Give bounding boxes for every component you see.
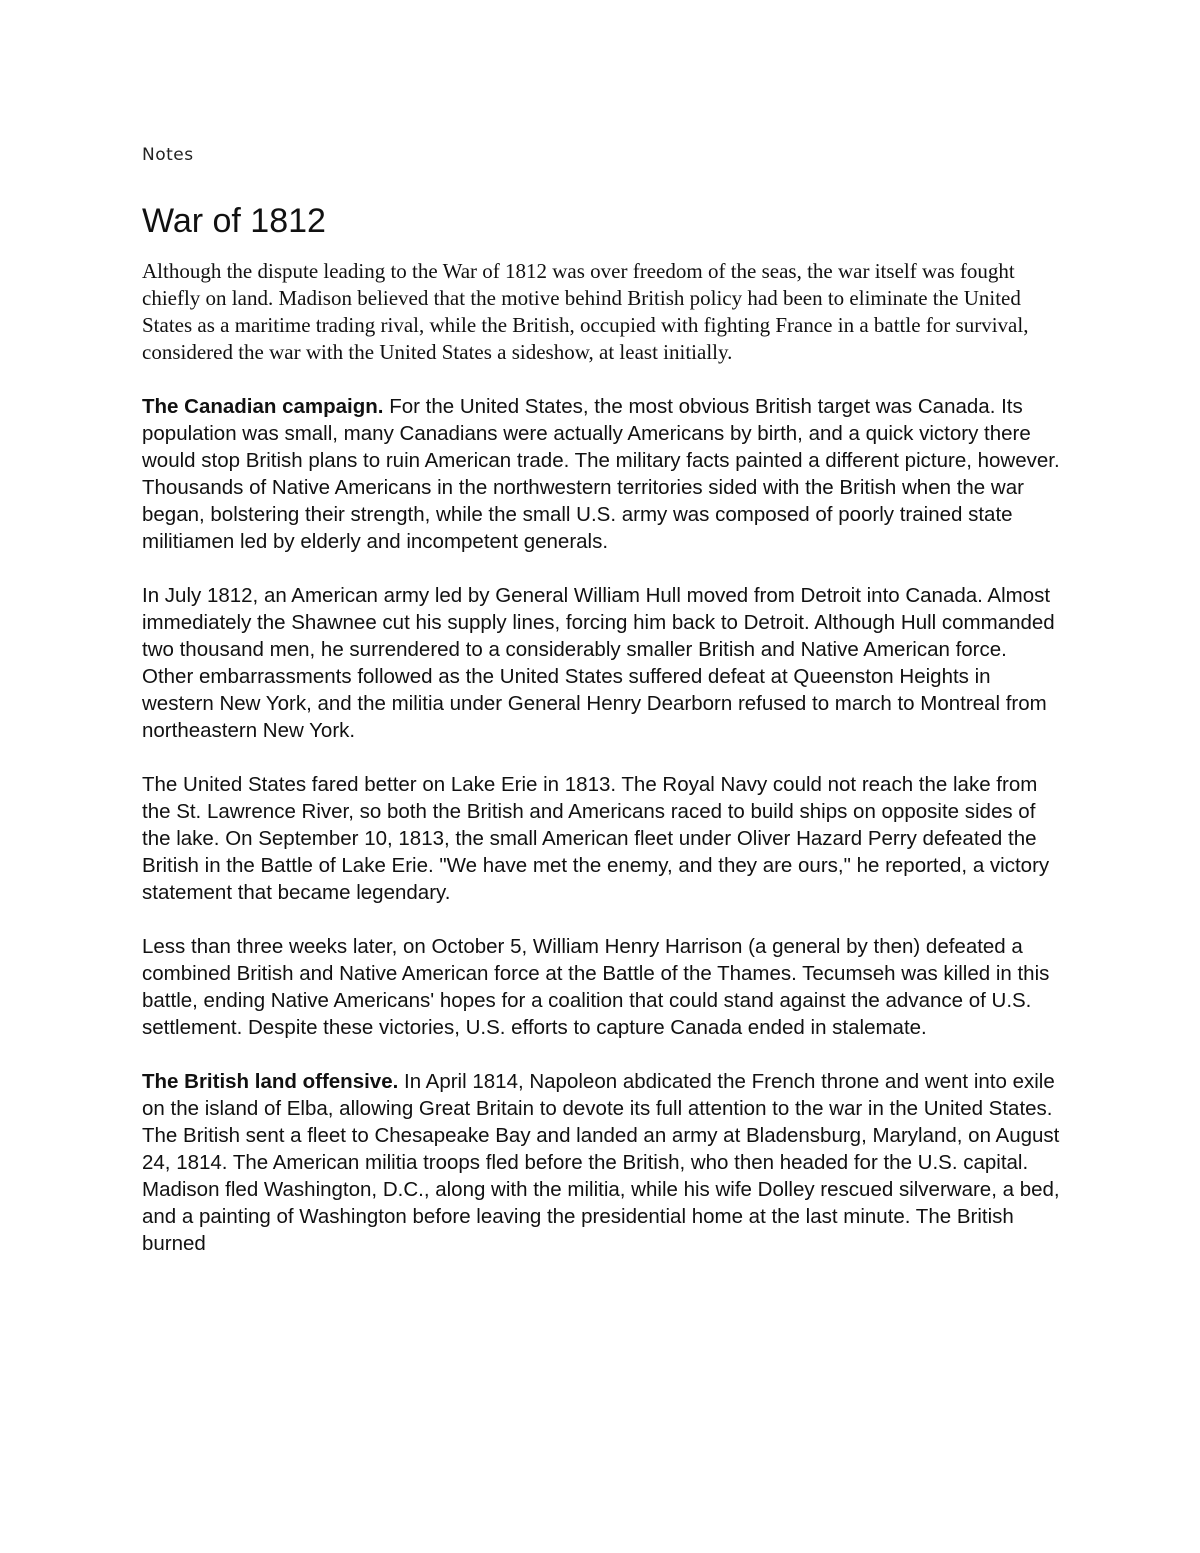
notes-label: Notes <box>142 145 194 165</box>
thames-paragraph: Less than three weeks later, on October 5, William Henry Harrison (a general by then) defeated a combined British and Native American force at the Battle of the Thames. Tecumseh was killed in this battle, ending Native Americans' hopes for a coalition that could stand against the advance of U.S. settlement. Despite these victories, U.S. efforts to capture Canada ended in stalemate. <box>142 935 1050 1039</box>
british-offensive-paragraph <box>142 1068 1062 1257</box>
lake-erie-paragraph: The United States fared better on Lake Erie in 1813. The Royal Navy could not reach the lake from the St. Lawrence River, so both the British and Americans raced to build ships on opposite sides of the lake. On September 10, 1813, the small American fleet under Oliver Hazard Perry defeated the British in the Battle of Lake Erie. "We have met the enemy, and they are ours," he reported, a victory statement that became legendary. <box>142 773 1050 904</box>
document-title: War of 1812 <box>142 202 326 240</box>
british-offensive-heading: The British land offensive. <box>142 1070 399 1093</box>
canadian-campaign-paragraph <box>142 393 1062 555</box>
canadian-campaign-body: For the United States, the most obvious British target was Canada. Its population was small, many Canadians were actually Americans by birth, and a quick victory there would stop British plans to ruin American trade. The military facts painted a different picture, however. Thousands of Native Americans in the northwestern territories sided with the British when the war began, bolstering their strength, while the small U.S. army was composed of poorly trained state militiamen led by elderly and incompetent generals. <box>142 395 1060 553</box>
hull-paragraph: In July 1812, an American army led by General William Hull moved from Detroit into Canada. Almost immediately the Shawnee cut his supply lines, forcing him back to Detroit. Although Hull commanded two thousand men, he surrendered to a considerably smaller British and Native American force. Other embarrassments followed as the United States suffered defeat at Queenston Heights in western New York, and the militia under General Henry Dearborn refused to march to Montreal from northeastern New York. <box>142 584 1055 742</box>
document-page <box>142 140 1062 1284</box>
canadian-campaign-heading: The Canadian campaign. <box>142 395 384 418</box>
british-offensive-body: In April 1814, Napoleon abdicated the French throne and went into exile on the island of Elba, allowing Great Britain to devote its full attention to the war in the United States. The British sent a fleet to Chesapeake Bay and landed an army at Bladensburg, Maryland, on August 24, 1814. The American militia troops fled before the British, who then headed for the U.S. capital. Madison fled Washington, D.C., along with the militia, while his wife Dolley rescued silverware, a bed, and a painting of Washington before leaving the presidential home at the last minute. The British burned <box>142 1070 1060 1255</box>
intro-paragraph: Although the dispute leading to the War of 1812 was over freedom of the seas, the war itself was fought chiefly on land. Madison believed that the motive behind British policy had been to eliminate the United States as a maritime trading rival, while the British, occupied with fighting France in a battle for survival, considered the war with the United States a sideshow, at least initially. <box>142 259 1029 364</box>
